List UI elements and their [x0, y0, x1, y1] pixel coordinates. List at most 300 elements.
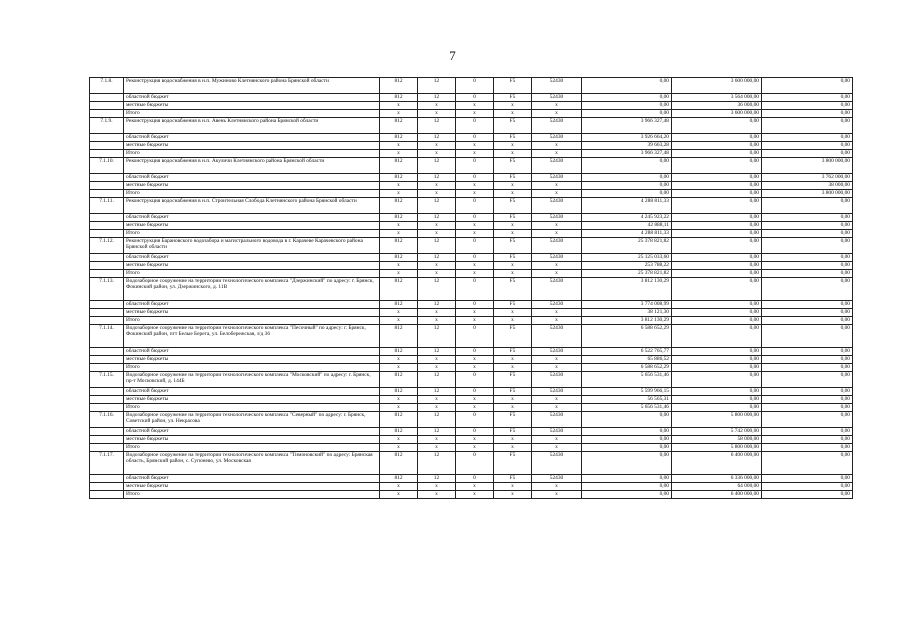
code-program: F5 — [494, 238, 532, 254]
code-expense: x — [532, 404, 582, 412]
row-name: областной бюджет — [124, 301, 380, 309]
code-expense: x — [532, 317, 582, 325]
code-subsection: x — [456, 364, 494, 372]
code-expense: x — [532, 230, 582, 238]
amount-year-2: 5 800 000,00 — [672, 412, 762, 428]
code-expense: 52430 — [532, 475, 582, 483]
code-section: x — [418, 190, 456, 198]
code-program: x — [494, 230, 532, 238]
amount-year-3: 0,00 — [762, 230, 853, 238]
code-section: 12 — [418, 325, 456, 348]
code-subsection: x — [456, 230, 494, 238]
amount-year-3: 0,00 — [762, 388, 853, 396]
code-subsection: 0 — [456, 325, 494, 348]
row-number: 7.1.13. — [90, 278, 124, 301]
code-expense: x — [532, 436, 582, 444]
amount-year-1: 5 599 966,15 — [582, 388, 672, 396]
amount-year-2: 36 000,00 — [672, 102, 762, 110]
code-expense: 52430 — [532, 428, 582, 436]
table-subrow — [90, 254, 853, 262]
budget-table-body — [90, 78, 853, 499]
amount-year-2: 6 400 000,00 — [672, 452, 762, 475]
amount-year-1: 3 812 130,29 — [582, 278, 672, 301]
code-subsection: x — [456, 270, 494, 278]
code-program: x — [494, 483, 532, 491]
amount-year-3: 0,00 — [762, 222, 853, 230]
amount-year-2: 0,00 — [672, 230, 762, 238]
code-section: x — [418, 262, 456, 270]
table-subrow — [90, 475, 853, 483]
row-number: 7.1.15. — [90, 372, 124, 388]
code-subsection: x — [456, 142, 494, 150]
row-name: Водозаборное сооружение на территории технологического комплекса "Песочный" по адресу: г. Брянск, Фокинский район, пгт Белые Берега, ул. Белобережская, з/д 36 — [124, 325, 380, 348]
table-subrow — [90, 491, 853, 499]
code-expense: x — [532, 356, 582, 364]
code-section: x — [418, 222, 456, 230]
row-number: 7.1.12. — [90, 238, 124, 254]
code-subsection: x — [456, 404, 494, 412]
code-expense: 52430 — [532, 388, 582, 396]
amount-year-3: 0,00 — [762, 301, 853, 309]
code-expense: 52430 — [532, 278, 582, 301]
amount-year-3: 3 800 000,00 — [762, 158, 853, 174]
amount-year-2: 0,00 — [672, 278, 762, 301]
amount-year-1: 6 588 652,29 — [582, 325, 672, 348]
code-subsection: x — [456, 222, 494, 230]
code-subsection: 0 — [456, 428, 494, 436]
code-expense: x — [532, 190, 582, 198]
table-subrow — [90, 134, 853, 142]
amount-year-1: 3 966 327,48 — [582, 118, 672, 134]
table-subrow — [90, 404, 853, 412]
amount-year-2: 0,00 — [672, 404, 762, 412]
table-row — [90, 118, 853, 134]
amount-year-1: 0,00 — [582, 158, 672, 174]
amount-year-2: 5 800 000,00 — [672, 444, 762, 452]
code-ministry: x — [380, 396, 418, 404]
amount-year-3: 0,00 — [762, 309, 853, 317]
row-name: Итого — [124, 230, 380, 238]
amount-year-3: 0,00 — [762, 134, 853, 142]
code-program: x — [494, 444, 532, 452]
code-section: x — [418, 110, 456, 118]
table-subrow — [90, 262, 853, 270]
table-row — [90, 238, 853, 254]
code-subsection: x — [456, 356, 494, 364]
row-number — [90, 262, 124, 270]
row-name: Водозаборное сооружение на территории технологического комплекса "Тимоновский" по адресу: Брянская область, Брянский район, с. Супонево, ул. Московская — [124, 452, 380, 475]
amount-year-2: 0,00 — [672, 158, 762, 174]
code-expense: x — [532, 262, 582, 270]
code-subsection: 0 — [456, 278, 494, 301]
amount-year-3: 0,00 — [762, 94, 853, 102]
code-ministry: x — [380, 150, 418, 158]
table-subrow — [90, 110, 853, 118]
code-ministry: x — [380, 262, 418, 270]
code-ministry: x — [380, 270, 418, 278]
amount-year-3: 0,00 — [762, 372, 853, 388]
table-row — [90, 325, 853, 348]
code-section: x — [418, 309, 456, 317]
amount-year-2: 5 742 000,00 — [672, 428, 762, 436]
code-subsection: x — [456, 317, 494, 325]
amount-year-1: 39 663,28 — [582, 142, 672, 150]
code-section: x — [418, 182, 456, 190]
code-ministry: x — [380, 102, 418, 110]
code-subsection: 0 — [456, 118, 494, 134]
amount-year-3: 0,00 — [762, 396, 853, 404]
code-expense: 52430 — [532, 118, 582, 134]
amount-year-1: 6 588 652,29 — [582, 364, 672, 372]
code-subsection: x — [456, 483, 494, 491]
code-ministry: 812 — [380, 372, 418, 388]
amount-year-2: 6 336 000,00 — [672, 475, 762, 483]
code-ministry: x — [380, 230, 418, 238]
amount-year-1: 4 288 811,33 — [582, 230, 672, 238]
code-program: x — [494, 142, 532, 150]
table-subrow — [90, 270, 853, 278]
amount-year-1: 253 788,22 — [582, 262, 672, 270]
amount-year-2: 0,00 — [672, 182, 762, 190]
table-subrow — [90, 364, 853, 372]
code-subsection: 0 — [456, 372, 494, 388]
row-number — [90, 475, 124, 483]
code-ministry: 812 — [380, 78, 418, 94]
code-program: F5 — [494, 158, 532, 174]
amount-year-1: 0,00 — [582, 452, 672, 475]
row-number — [90, 396, 124, 404]
code-expense: x — [532, 142, 582, 150]
amount-year-3: 0,00 — [762, 198, 853, 214]
code-subsection: x — [456, 102, 494, 110]
code-ministry: 812 — [380, 134, 418, 142]
amount-year-2: 0,00 — [672, 364, 762, 372]
amount-year-2: 58 000,00 — [672, 436, 762, 444]
row-number: 7.1.17. — [90, 452, 124, 475]
code-subsection: 0 — [456, 412, 494, 428]
code-ministry: x — [380, 436, 418, 444]
code-program: x — [494, 491, 532, 499]
amount-year-3: 0,00 — [762, 348, 853, 356]
row-number: 7.1.8. — [90, 78, 124, 94]
row-number — [90, 270, 124, 278]
amount-year-3: 0,00 — [762, 491, 853, 499]
row-name: местные бюджеты — [124, 102, 380, 110]
code-subsection: 0 — [456, 348, 494, 356]
row-name: областной бюджет — [124, 94, 380, 102]
row-name: Итого — [124, 364, 380, 372]
table-subrow — [90, 317, 853, 325]
code-expense: 52430 — [532, 94, 582, 102]
code-expense: x — [532, 222, 582, 230]
code-subsection: 0 — [456, 475, 494, 483]
row-number — [90, 142, 124, 150]
code-expense: 52430 — [532, 238, 582, 254]
table-row — [90, 278, 853, 301]
row-name: местные бюджеты — [124, 309, 380, 317]
code-expense: 52430 — [532, 158, 582, 174]
row-name: местные бюджеты — [124, 356, 380, 364]
code-program: F5 — [494, 452, 532, 475]
row-number — [90, 182, 124, 190]
code-program: x — [494, 150, 532, 158]
amount-year-2: 0,00 — [672, 222, 762, 230]
amount-year-3: 0,00 — [762, 483, 853, 491]
amount-year-1: 25 125 033,60 — [582, 254, 672, 262]
amount-year-1: 0,00 — [582, 78, 672, 94]
code-section: x — [418, 270, 456, 278]
row-name: Реконструкция водоснабжения в н.п. Строительная Слобода Клетнянского района Брянской области — [124, 198, 380, 214]
row-number — [90, 230, 124, 238]
amount-year-2: 3 600 000,00 — [672, 78, 762, 94]
amount-year-3: 0,00 — [762, 278, 853, 301]
table-subrow — [90, 396, 853, 404]
row-number — [90, 174, 124, 182]
code-section: 12 — [418, 238, 456, 254]
code-subsection: 0 — [456, 254, 494, 262]
row-number — [90, 110, 124, 118]
code-program: x — [494, 436, 532, 444]
amount-year-1: 25 378 821,82 — [582, 238, 672, 254]
table-subrow — [90, 388, 853, 396]
code-section: 12 — [418, 475, 456, 483]
row-name: областной бюджет — [124, 214, 380, 222]
amount-year-3: 0,00 — [762, 364, 853, 372]
code-expense: 52430 — [532, 78, 582, 94]
code-program: F5 — [494, 94, 532, 102]
amount-year-1: 0,00 — [582, 491, 672, 499]
code-program: F5 — [494, 428, 532, 436]
code-subsection: x — [456, 491, 494, 499]
amount-year-1: 5 656 531,46 — [582, 404, 672, 412]
code-section: x — [418, 444, 456, 452]
row-number: 7.1.9. — [90, 118, 124, 134]
code-section: x — [418, 491, 456, 499]
amount-year-3: 0,00 — [762, 214, 853, 222]
amount-year-3: 0,00 — [762, 238, 853, 254]
amount-year-3: 3 800 000,00 — [762, 190, 853, 198]
row-name: Итого — [124, 317, 380, 325]
amount-year-3: 0,00 — [762, 110, 853, 118]
row-number — [90, 309, 124, 317]
code-subsection: x — [456, 444, 494, 452]
code-section: 12 — [418, 78, 456, 94]
row-number: 7.1.11. — [90, 198, 124, 214]
code-section: x — [418, 102, 456, 110]
code-section: 12 — [418, 348, 456, 356]
code-program: x — [494, 182, 532, 190]
table-subrow — [90, 214, 853, 222]
row-name: Итого — [124, 270, 380, 278]
row-name: Итого — [124, 190, 380, 198]
row-number — [90, 364, 124, 372]
table-subrow — [90, 428, 853, 436]
code-section: 12 — [418, 158, 456, 174]
row-name: областной бюджет — [124, 134, 380, 142]
row-name: Водозаборное сооружение на территории технологического комплекса "Московский" по адресу: г. Брянск, пр-т Московский, д. 144Б — [124, 372, 380, 388]
code-program: F5 — [494, 301, 532, 309]
amount-year-3: 0,00 — [762, 444, 853, 452]
row-number: 7.1.14. — [90, 325, 124, 348]
code-expense: 52430 — [532, 134, 582, 142]
code-subsection: x — [456, 110, 494, 118]
amount-year-1: 25 378 821,82 — [582, 270, 672, 278]
code-subsection: 0 — [456, 388, 494, 396]
amount-year-1: 0,00 — [582, 412, 672, 428]
row-name: местные бюджеты — [124, 182, 380, 190]
code-program: x — [494, 356, 532, 364]
amount-year-2: 0,00 — [672, 325, 762, 348]
amount-year-2: 0,00 — [672, 309, 762, 317]
code-program: F5 — [494, 475, 532, 483]
row-name: Итого — [124, 491, 380, 499]
table-row — [90, 452, 853, 475]
code-subsection: x — [456, 396, 494, 404]
row-name: областной бюджет — [124, 254, 380, 262]
amount-year-3: 0,00 — [762, 254, 853, 262]
code-section: x — [418, 230, 456, 238]
amount-year-1: 0,00 — [582, 182, 672, 190]
amount-year-2: 0,00 — [672, 372, 762, 388]
code-program: x — [494, 102, 532, 110]
code-expense: x — [532, 182, 582, 190]
code-program: F5 — [494, 348, 532, 356]
code-ministry: x — [380, 491, 418, 499]
row-number — [90, 317, 124, 325]
code-ministry: 812 — [380, 198, 418, 214]
amount-year-1: 3 812 130,29 — [582, 317, 672, 325]
amount-year-2: 0,00 — [672, 134, 762, 142]
code-expense: 52430 — [532, 214, 582, 222]
amount-year-1: 3 774 008,99 — [582, 301, 672, 309]
code-subsection: x — [456, 436, 494, 444]
amount-year-2: 0,00 — [672, 317, 762, 325]
amount-year-2: 3 564 000,00 — [672, 94, 762, 102]
code-expense: 52430 — [532, 348, 582, 356]
code-ministry: 812 — [380, 412, 418, 428]
code-subsection: 0 — [456, 238, 494, 254]
row-name: Реконструкция водоснабжения в н.п. Авень Клетнянского района Брянской области — [124, 118, 380, 134]
row-name: Итого — [124, 110, 380, 118]
code-subsection: 0 — [456, 198, 494, 214]
row-name: местные бюджеты — [124, 262, 380, 270]
amount-year-1: 65 886,52 — [582, 356, 672, 364]
code-section: 12 — [418, 428, 456, 436]
amount-year-2: 0,00 — [672, 388, 762, 396]
code-ministry: 812 — [380, 238, 418, 254]
code-subsection: x — [456, 309, 494, 317]
table-subrow — [90, 230, 853, 238]
row-number — [90, 388, 124, 396]
amount-year-1: 0,00 — [582, 444, 672, 452]
code-subsection: 0 — [456, 174, 494, 182]
code-ministry: 812 — [380, 301, 418, 309]
row-number — [90, 214, 124, 222]
code-ministry: x — [380, 190, 418, 198]
amount-year-1: 3 926 664,20 — [582, 134, 672, 142]
code-section: x — [418, 317, 456, 325]
code-section: x — [418, 142, 456, 150]
amount-year-3: 38 000,00 — [762, 182, 853, 190]
amount-year-2: 0,00 — [672, 270, 762, 278]
code-expense: 52430 — [532, 174, 582, 182]
code-section: x — [418, 483, 456, 491]
code-section: 12 — [418, 214, 456, 222]
code-subsection: 0 — [456, 134, 494, 142]
code-ministry: 812 — [380, 388, 418, 396]
code-program: x — [494, 110, 532, 118]
amount-year-2: 3 600 000,00 — [672, 110, 762, 118]
code-expense: 52430 — [532, 301, 582, 309]
row-name: Реконструкция Барановского водозабора и магистрального водовода в г. Карачеве Карачевского района Брянской области — [124, 238, 380, 254]
row-name: Водозаборное сооружение на территории технологического комплекса "Северный" по адресу: г. Брянск, Советский район, ул. Некрасова — [124, 412, 380, 428]
code-ministry: x — [380, 356, 418, 364]
code-ministry: 812 — [380, 278, 418, 301]
page-number: 7 — [449, 48, 456, 63]
budget-table — [89, 77, 853, 499]
row-name: Итого — [124, 404, 380, 412]
code-subsection: x — [456, 190, 494, 198]
code-ministry: x — [380, 110, 418, 118]
code-section: 12 — [418, 301, 456, 309]
code-expense: x — [532, 483, 582, 491]
code-expense: x — [532, 396, 582, 404]
table-subrow — [90, 94, 853, 102]
code-section: 12 — [418, 254, 456, 262]
row-number — [90, 94, 124, 102]
code-section: 12 — [418, 134, 456, 142]
code-section: 12 — [418, 388, 456, 396]
row-number — [90, 436, 124, 444]
row-number — [90, 483, 124, 491]
code-section: x — [418, 436, 456, 444]
amount-year-2: 0,00 — [672, 254, 762, 262]
table-subrow — [90, 190, 853, 198]
table-subrow — [90, 309, 853, 317]
code-subsection: 0 — [456, 214, 494, 222]
code-ministry: x — [380, 444, 418, 452]
amount-year-1: 42 888,11 — [582, 222, 672, 230]
code-program: x — [494, 262, 532, 270]
amount-year-1: 0,00 — [582, 436, 672, 444]
code-section: 12 — [418, 372, 456, 388]
row-name: областной бюджет — [124, 174, 380, 182]
amount-year-3: 0,00 — [762, 356, 853, 364]
code-expense: x — [532, 364, 582, 372]
code-section: x — [418, 356, 456, 364]
row-name: местные бюджеты — [124, 396, 380, 404]
code-expense: 52430 — [532, 412, 582, 428]
amount-year-3: 0,00 — [762, 452, 853, 475]
amount-year-1: 0,00 — [582, 174, 672, 182]
table-subrow — [90, 142, 853, 150]
code-program: x — [494, 396, 532, 404]
amount-year-3: 0,00 — [762, 428, 853, 436]
code-section: 12 — [418, 278, 456, 301]
amount-year-2: 0,00 — [672, 198, 762, 214]
row-number — [90, 348, 124, 356]
code-ministry: x — [380, 142, 418, 150]
code-ministry: 812 — [380, 428, 418, 436]
row-number — [90, 301, 124, 309]
amount-year-2: 0,00 — [672, 174, 762, 182]
amount-year-1: 4 288 811,33 — [582, 198, 672, 214]
table-row — [90, 78, 853, 94]
amount-year-3: 0,00 — [762, 317, 853, 325]
code-program: F5 — [494, 412, 532, 428]
table-subrow — [90, 348, 853, 356]
amount-year-3: 0,00 — [762, 404, 853, 412]
